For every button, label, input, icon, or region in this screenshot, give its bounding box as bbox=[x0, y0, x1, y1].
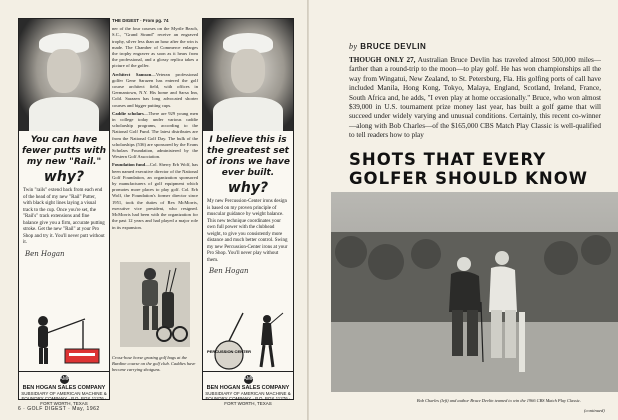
signature: Ben Hogan bbox=[25, 249, 65, 258]
club-label: PERCUSSION CENTER bbox=[206, 349, 252, 354]
ad-headline: I believe this is the greatest set of irons we have ever built. bbox=[206, 135, 290, 178]
subhead: Foundation fund bbox=[112, 162, 146, 168]
amf-logo: AMF bbox=[243, 376, 255, 382]
photo-caption: Bob Charles (left) and author Bruce Devlin teamed to win the 1966 CBS Match Play Classic. bbox=[416, 398, 582, 403]
continued-marker: (continued) bbox=[584, 408, 605, 413]
byline: by BRUCE DEVLIN bbox=[349, 42, 427, 51]
company-address: SUBSIDIARY OF AMERICAN MACHINE & FOUNDRY COMPANY · P.O. BOX 11276 · FORT WORTH, TEXAS bbox=[21, 391, 107, 406]
irons-illustration bbox=[206, 311, 287, 371]
article-intro: THOUGH ONLY 27, Australian Bruce Devlin has traveled almost 500,000 miles—farther than a round-trip to the moon—to play golf. He has won championships all the way from Wingatui, New Zealand, to St. Petersburg, Fla. His golfing ports of call have included Manila, Hong Kong, Tokyo, Malaya, England, Scotland, Ireland, France, South Africa and, he adds, "I even play at home occasionally." Bruce, who won almost $39,000 in U.S. tournament prize money last year, has built a golf game that will succeed under widely varying and unusual conditions. Certainly, this recent co-winner—along with Bob Charles—of the $165,000 CBS Match Play Classic is well-qualified to tell readers how to play bbox=[349, 56, 601, 140]
rail-putter-ad bbox=[18, 18, 110, 406]
paragraph: —Col. Sherry Erb Wolf, has been named executive director of the National Golf Foundation, an organization sponsored by manufacturers of golf equipment which promotes more places to play golf. Col. Erb Wolf, the Foundation's former director since 1951, took the duties of Rex McMorris, executive vice president, who resigned. McMorris had been with the organization for the past 12 years and had played a major role in its expansion. bbox=[112, 162, 198, 230]
golfers-photo bbox=[331, 192, 618, 392]
amf-logo: AMF bbox=[59, 376, 71, 382]
right-page bbox=[309, 0, 618, 420]
paragraph: ner of the four courses on the Myrtle Beach, S.C., "Grand Strand" receive an engraved trophy, silver less than an hour after the win is made. The Chamber of Commerce enlarges the trophy engraver as soon as it hears from the professional, and a glossy replica takes a picture of the golfer. bbox=[112, 26, 198, 69]
ad-why: why? bbox=[227, 180, 269, 196]
company-name: BEN HOGAN SALES COMPANY bbox=[206, 385, 290, 391]
signature: Ben Hogan bbox=[209, 267, 249, 275]
ad-footer bbox=[19, 371, 109, 406]
golf-news-column bbox=[112, 18, 198, 231]
ben-hogan-portrait bbox=[19, 19, 109, 131]
ad-body: Twin "rails" extend back from each end of the head of my new "Rail" Putter, with black sight lines laying a visual track to the cup. Once you're set, the "Rail's" track extensions and fine balance give you a firm, accurate putting stroke. Get the new "Rail" at your Pro Shop and try it. You'll never putt without it. bbox=[23, 188, 105, 245]
ben-hogan-portrait bbox=[203, 19, 293, 131]
page-folio: 6 · GOLF DIGEST · May, 1962 bbox=[18, 406, 100, 412]
company-address: SUBSIDIARY OF AMERICAN MACHINE & FOUNDRY COMPANY · P.O. BOX 11276 · FORT WORTH, TEXAS bbox=[205, 391, 291, 406]
putter-illustration bbox=[25, 311, 103, 371]
paragraph: —There are 929 young men in college today under various caddie scholarship programs, according to the National Golf Fund. The latest distributes are from the National Golf Day. The bulk of the scholarships (536) are sponsored by the Evans Scholars Foundation, administered by the Western Golf Association. bbox=[112, 110, 198, 160]
ad-why: why? bbox=[43, 169, 85, 185]
percussion-irons-ad bbox=[202, 18, 294, 406]
golf-cart-photo bbox=[120, 262, 190, 347]
photo-caption: Cross-hose horse grazing golf bags at the Burdine course on the golf club. Caddies have become carrying shotguns. bbox=[112, 355, 196, 372]
paragraph: —Veteran professional golfer Gene Sarazen has entered the golf course architect field, with offices in Germantown, N.Y. His home and Sarsa Inn, Cold. Sarazen has long advocated shorter courses and bigger putting cups. bbox=[112, 71, 198, 108]
subhead: Architect Samson bbox=[112, 71, 152, 77]
ad-footer bbox=[203, 371, 293, 406]
running-head: THE DIGEST · From pg. 74 bbox=[112, 18, 169, 23]
ad-body: My new Percussion-Center irons design is based on my proven principle of muscular guidance by weight balance. This new technique coordinates your own full power with the clubhead weight, to give you consistently more distance and much better control. Swing my new Percussion-Center irons at your Pro Shop. You'll never play without them. bbox=[207, 199, 288, 263]
ad-headline: You can have fewer putts with my new "Rail." bbox=[21, 135, 107, 167]
subhead: Caddie scholars bbox=[112, 110, 144, 116]
company-name: BEN HOGAN SALES COMPANY bbox=[22, 385, 106, 391]
article-headline: SHOTS THAT EVERY GOLFER SHOULD KNOW bbox=[349, 150, 588, 188]
